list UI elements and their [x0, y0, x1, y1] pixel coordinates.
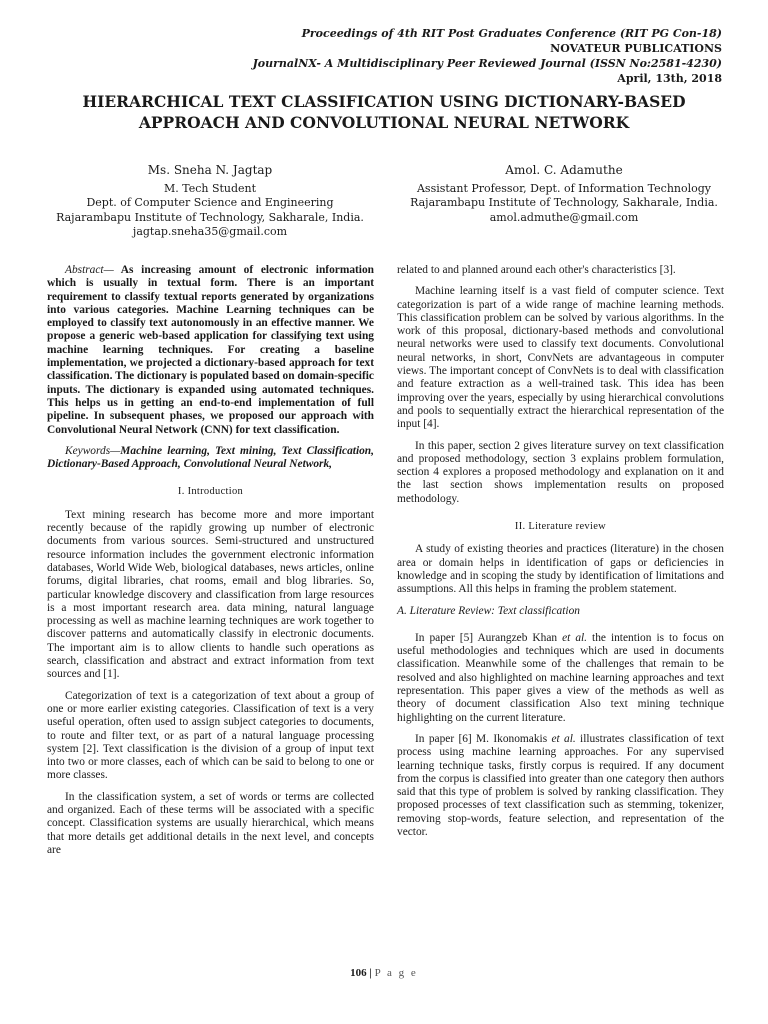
- page-word: P a g e: [374, 967, 418, 979]
- author-email: jagtap.sneha35@gmail.com: [132, 225, 288, 238]
- paragraph: Machine learning itself is a vast field of computer science. Text categorization is part of a wide range of machine learning methods. This classification problem can be solved by various algorithms. In the work of this proposal, dictionary-based methods and convolutional neural networks were used to classify text documents. Convolutional neural networks, in short, ConvNets are advantageous in computer views. The important concept of ConvNets is to deal with classification and feature extraction as a well-trained task. This idea has been improving over the years, especially by using hierarchical convolutions and pools to sequentially extract the hierarchical representation of the input [4].: [397, 285, 724, 431]
- text-run: In paper [6] M. Ikonomakis: [415, 732, 552, 745]
- author-role: Assistant Professor, Dept. of Information Technology: [416, 181, 712, 195]
- keywords-label: Keywords—: [65, 444, 121, 457]
- author-institute: Rajarambapu Institute of Technology, Sakharale, India.: [56, 210, 364, 224]
- text-run: illustrates classification of text process using machine learning approaches. For any supervised learning technique tasks, firstly corpus is required. If any document from the corpus is classified into greater than one category then authors said that this type of problem is solved by ranking classification. They proposed processes of text classification such as stemming, tokenizer, removing stop-words, feature selection, and representation of the vector.: [397, 732, 724, 838]
- author-dept: Dept. of Computer Science and Engineering: [86, 196, 334, 209]
- paragraph: Text mining research has become more and more important recently because of the rapidly growing up number of electronic documents from various sources. Semi-structured and unstructured resource information includes the government electronic information databases, World Wide Web, biological databases, news articles, online forums, digital libraries, chat rooms, email and blog libraries. So, particular knowledge discovery and classification from large resources is a most important research area. data mining, natural language processing as well as machine learning techniques are work together to discover patterns and automatically classify in electronic documents. The important aim is to allow clients to handle such operations as search, classification and abstract and extract information from text sources and [1].: [47, 508, 374, 681]
- section-heading-literature-review: II. Literature review: [514, 521, 607, 533]
- author-block-2: [394, 163, 734, 225]
- abstract-text: As increasing amount of electronic information which is usually in textual form. There is an important requirement to classify textual reports generated by organizations into various categories. Machine Learning techniques can be employed to classify text autonomously in an effective manner. We propose a generic web-based application for classifying text using machine learning techniques. For creating a baseline implementation, we projected a dictionary-based approach for text classification. The dictionary is populated based on domain-specific inputs. The dictionary is expanded using automated techniques. This helps us in getting an end-to-end implementation of full pipeline. In subsequent phases, we proposed our approach with Convolutional Neural Network (CNN) for text classification.: [47, 264, 374, 436]
- header-publisher: NOVATEUR PUBLICATIONS: [550, 42, 722, 55]
- paragraph: A study of existing theories and practices (literature) in the chosen area or domain helps in identification of gaps or deficiencies in knowledge and in scoping the study by identification of limitations and assumptions. All this helps in framing the problem statement.: [397, 543, 724, 596]
- author-block-1: [40, 163, 380, 240]
- header-date: April, 13th, 2018: [617, 72, 722, 85]
- paper-title: HIERARCHICAL TEXT CLASSIFICATION USING DICTIONARY-BASED APPROACH AND CONVOLUTIONAL NEURAL NETWORK: [82, 92, 686, 132]
- author-name: Ms. Sneha N. Jagtap: [147, 163, 273, 177]
- text-run-italic: et al.: [551, 732, 576, 745]
- abstract-label: Abstract—: [65, 264, 114, 276]
- author-role: M. Tech Student: [163, 181, 257, 195]
- paragraph: [397, 632, 724, 725]
- conference-header: [202, 26, 722, 86]
- paragraph: [397, 733, 724, 839]
- author-name: Amol. C. Adamuthe: [505, 163, 623, 177]
- keywords: [47, 445, 374, 472]
- text-run-italic: et al.: [562, 631, 588, 644]
- author-email: amol.admuthe@gmail.com: [489, 210, 639, 224]
- abstract: [47, 264, 374, 437]
- author-institute: Rajarambapu Institute of Technology, Sakharale, India.: [410, 196, 718, 209]
- footer-separator: |: [366, 967, 375, 979]
- paragraph: Categorization of text is a categorization of text about a group of one or more earlier existing categories. Classification of text is a very useful operation, often used to assign subject categories to documents, to route and filter text, or as part of a natural language processing system [2]. Text classification is the division of a group of input text into two or more classes, each of which can be said to belong to one or more classes.: [47, 689, 374, 782]
- text-run: the intention is to focus on useful methodologies and techniques which are used in documents classification. Meanwhile some of the challenges that remain to be resolved and also highlighted on machine learning approaches and text representation. This paper gives a view of the methods as well as theory of document classification Also text mining technique highlighting on the current literature.: [397, 631, 724, 724]
- left-column: [47, 264, 374, 865]
- page-number: 106: [350, 967, 367, 979]
- paragraph: In this paper, section 2 gives literature survey on text classification and proposed methodology, section 3 explains problem formulation, section 4 explores a proposed methodology and explanation on it and the last section shows implementation results on proposed methodology.: [397, 439, 724, 505]
- section-heading-introduction: I. Introduction: [177, 486, 244, 498]
- right-column: [397, 264, 724, 847]
- paragraph-continued: related to and planned around each other's characteristics [3].: [397, 264, 676, 276]
- keywords-text: Machine learning, Text mining, Text Classification, Dictionary-Based Approach, Convolutional Neural Network,: [47, 444, 374, 471]
- header-proceedings: Proceedings of 4th RIT Post Graduates Conference (RIT PG Con-18): [301, 27, 722, 40]
- paragraph: In the classification system, a set of words or terms are collected and organized. Each of these terms will be associated with a specific concept. Classification systems are usually hierarchical, which means that more details get additional details in the next level, and concepts are: [47, 790, 374, 856]
- subsection-heading: A. Literature Review: Text classification: [397, 604, 580, 617]
- page-footer: [0, 967, 768, 979]
- text-run: In paper [5] Aurangzeb Khan: [415, 631, 563, 644]
- header-journal: JournalNX- A Multidisciplinary Peer Reviewed Journal (ISSN No:2581-4230): [252, 57, 722, 70]
